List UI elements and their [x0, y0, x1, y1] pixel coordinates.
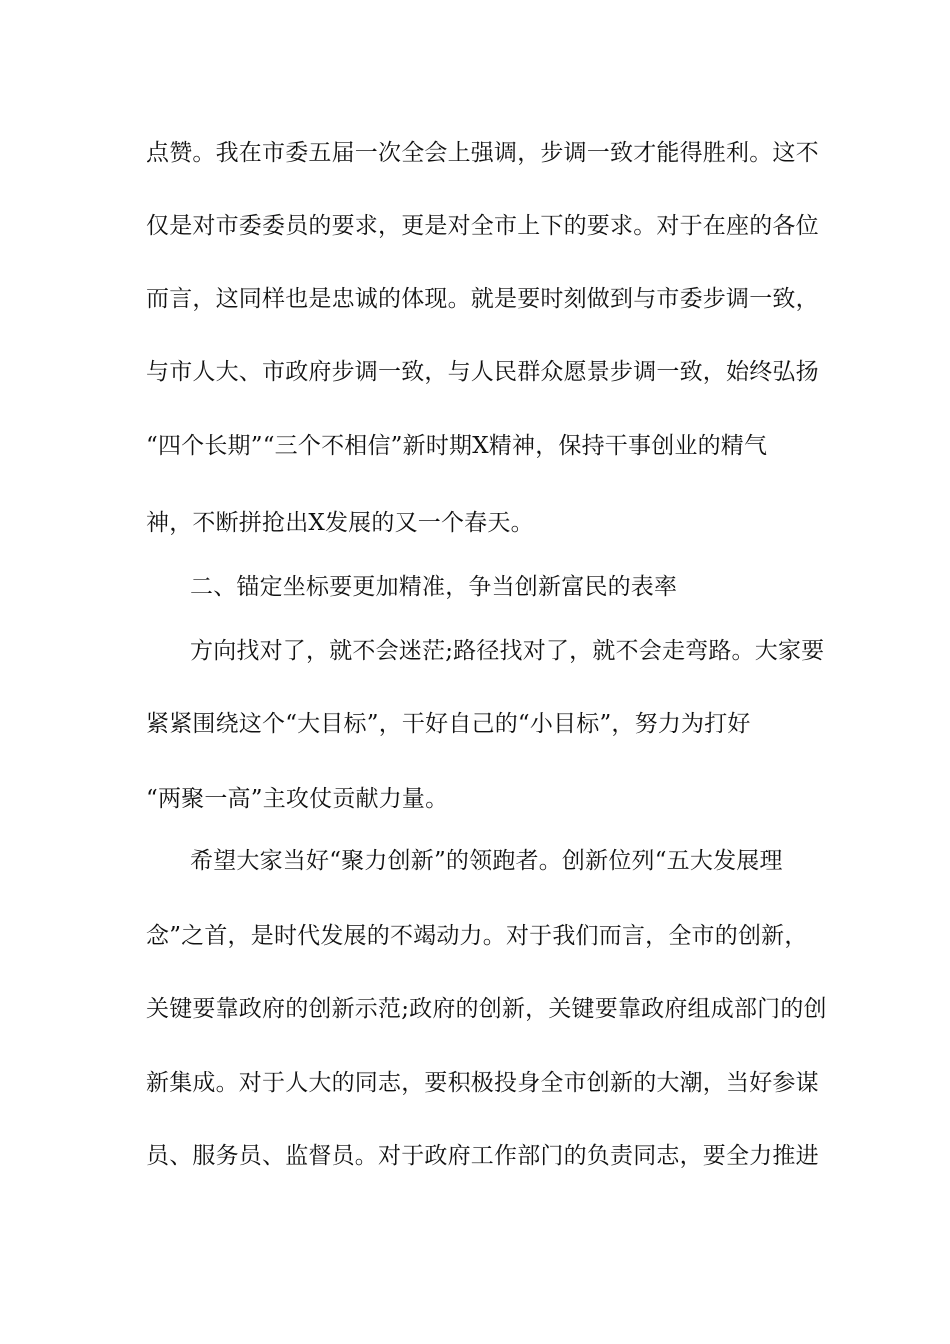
paragraph-line: 希望大家当好“聚力创新”的领跑者。创新位列“五大发展理: [190, 848, 783, 874]
paragraph-line: 方向找对了，就不会迷茫;路径找对了，就不会走弯路。大家要: [190, 638, 825, 664]
paragraph-line: 员、服务员、监督员。对于政府工作部门的负责同志，要全力推进: [146, 1143, 819, 1169]
paragraph-line: 与市人大、市政府步调一致，与人民群众愿景步调一致，始终弘扬: [146, 359, 819, 385]
paragraph-line: 而言，这同样也是忠诚的体现。就是要时刻做到与市委步调一致，: [146, 286, 819, 312]
paragraph-line: 新集成。对于人大的同志，要积极投身全市创新的大潮，当好参谋: [146, 1070, 819, 1096]
paragraph-line: 仅是对市委委员的要求，更是对全市上下的要求。对于在座的各位: [146, 213, 819, 239]
paragraph-line: “两聚一高”主攻仗贡献力量。: [146, 786, 449, 812]
paragraph-line: 关键要靠政府的创新示范;政府的创新，关键要靠政府组成部门的创: [146, 996, 827, 1022]
paragraph-line: 紧紧围绕这个“大目标”，干好自己的“小目标”，努力为打好: [146, 711, 751, 737]
section-heading: 二、锚定坐标要更加精准，争当创新富民的表率: [190, 574, 678, 600]
paragraph-line: 念”之首，是时代发展的不竭动力。对于我们而言，全市的创新，: [146, 923, 808, 949]
paragraph-line: “四个长期”“三个不相信”新时期X精神，保持干事创业的精气: [146, 433, 768, 459]
paragraph-line: 点赞。我在市委五届一次全会上强调，步调一致才能得胜利。这不: [146, 140, 819, 166]
paragraph-line: 神，不断拼抢出X发展的又一个春天。: [146, 510, 534, 536]
